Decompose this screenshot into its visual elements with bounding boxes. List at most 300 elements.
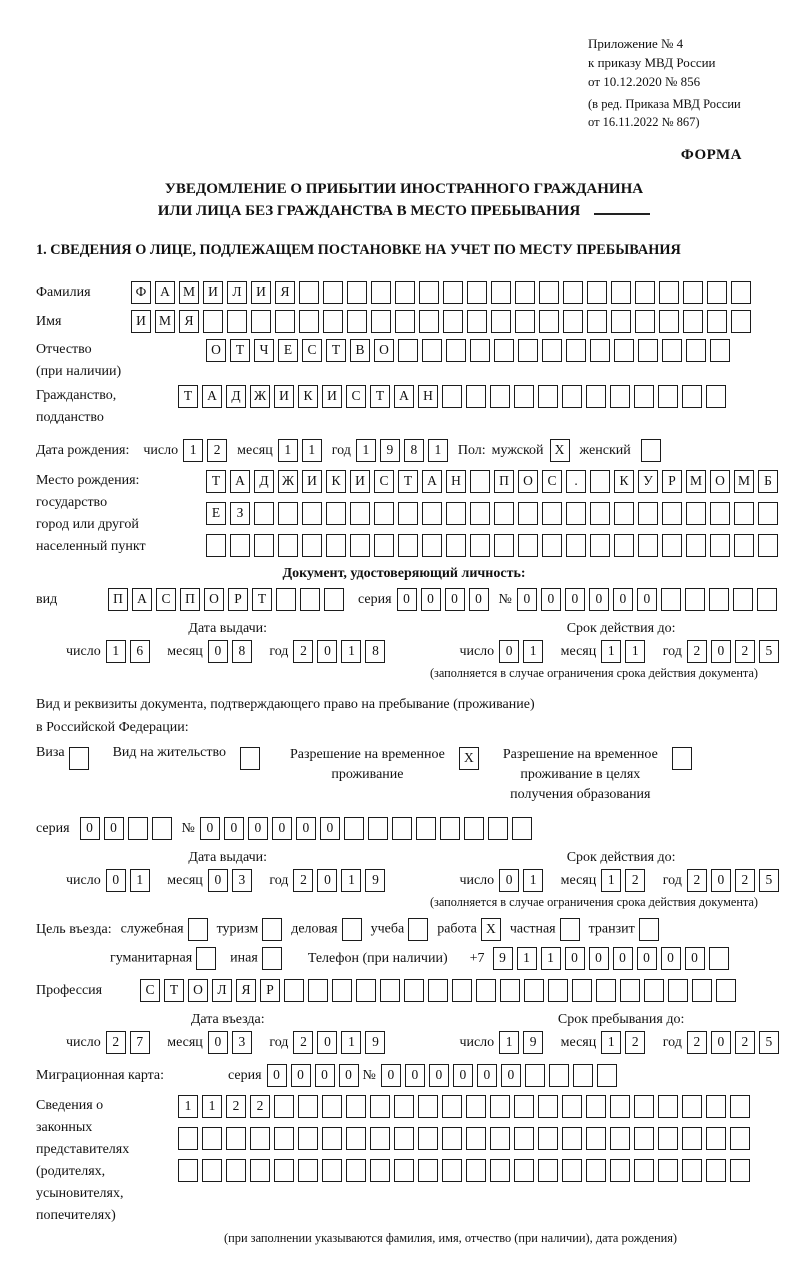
amendment-line1: (в ред. Приказа МВД России	[588, 97, 741, 111]
patronymic-row	[36, 339, 772, 383]
char-cell: 0	[248, 817, 268, 840]
char-cell	[566, 534, 586, 557]
char-cell	[494, 339, 514, 362]
birth-month-cells	[278, 439, 326, 462]
doc-dates-pair	[36, 621, 772, 663]
char-cell	[467, 281, 487, 304]
char-cell	[443, 281, 463, 304]
char-cell	[692, 979, 712, 1002]
permit-valid-group	[459, 850, 782, 892]
char-cell	[491, 281, 511, 304]
char-cell	[614, 502, 634, 525]
char-cell	[518, 339, 538, 362]
char-cell	[515, 281, 535, 304]
char-cell	[538, 1127, 558, 1150]
char-cell	[758, 534, 778, 557]
doc-valid-year-cells	[687, 644, 783, 659]
char-cell	[464, 817, 484, 840]
char-cell	[370, 1095, 390, 1118]
char-cell: 0	[637, 947, 657, 970]
entry-date-fields: число 2 7 месяц 0 3 год 2 0 1 9	[66, 1031, 389, 1054]
char-cell	[659, 310, 679, 333]
char-cell: 0	[296, 817, 316, 840]
char-cell	[442, 1095, 462, 1118]
profession-cells	[140, 979, 740, 1002]
char-cell: 0	[421, 588, 441, 611]
char-cell	[659, 281, 679, 304]
char-cell: 0	[613, 588, 633, 611]
char-cell	[152, 817, 172, 840]
char-cell	[562, 1095, 582, 1118]
char-cell	[539, 310, 559, 333]
char-cell	[299, 310, 319, 333]
char-cell	[686, 502, 706, 525]
char-cell	[442, 1159, 462, 1182]
char-cell	[419, 281, 439, 304]
stay-until-heading: Срок пребывания до:	[557, 1012, 685, 1027]
char-cell: 0	[267, 1064, 287, 1087]
char-cell	[707, 310, 727, 333]
birth-year-cells	[356, 439, 452, 462]
permit-series-cells	[80, 817, 176, 840]
char-cell	[467, 310, 487, 333]
permit-issue-heading: Дата выдачи:	[188, 850, 268, 865]
char-cell	[491, 310, 511, 333]
char-cell	[638, 339, 658, 362]
sex-female-label: женский	[579, 442, 631, 458]
char-cell: С	[374, 470, 394, 493]
birth-day-cells	[183, 439, 231, 462]
char-cell: 1	[356, 439, 376, 462]
char-cell	[614, 534, 634, 557]
purpose-official-checkbox	[184, 922, 208, 937]
char-cell: М	[155, 310, 175, 333]
char-cell: 6	[130, 640, 150, 663]
char-cell: У	[638, 470, 658, 493]
char-cell: 2	[293, 869, 313, 892]
char-cell: 0	[317, 1031, 337, 1054]
char-cell	[323, 281, 343, 304]
char-cell	[178, 1159, 198, 1182]
char-cell	[524, 979, 544, 1002]
doc-issue-month-cells	[208, 644, 256, 659]
char-cell: Т	[398, 470, 418, 493]
char-cell	[494, 534, 514, 557]
char-cell	[610, 1095, 630, 1118]
char-cell	[395, 310, 415, 333]
char-cell: Д	[226, 385, 246, 408]
doc-issue-group	[66, 621, 389, 663]
purpose-tourism: туризм	[217, 918, 283, 941]
permit-valid-year-cells	[687, 873, 783, 888]
blank-underline	[594, 201, 650, 215]
stay-until-fields: число 1 9 месяц 1 2 год 2 0 2 5	[459, 1031, 782, 1054]
char-cell	[562, 385, 582, 408]
identity-doc-heading: Документ, удостоверяющий личность:	[282, 566, 526, 581]
char-cell: И	[274, 385, 294, 408]
char-cell: 8	[365, 640, 385, 663]
patronymic-cells	[206, 339, 734, 362]
visa-label: Виза	[36, 745, 65, 760]
char-cell	[709, 588, 729, 611]
char-cell	[398, 534, 418, 557]
form-title-line1: УВЕДОМЛЕНИЕ О ПРИБЫТИИ ИНОСТРАННОГО ГРАЖДАНИНА	[164, 181, 644, 197]
char-cell	[188, 918, 208, 941]
char-cell: 1	[601, 869, 621, 892]
name-row	[36, 310, 772, 333]
char-cell: 0	[445, 588, 465, 611]
char-cell	[440, 817, 460, 840]
char-cell: 0	[320, 817, 340, 840]
char-cell: И	[322, 385, 342, 408]
purpose-other-checkbox	[258, 951, 282, 966]
char-cell: 1	[601, 1031, 621, 1054]
doc-valid-day-cells	[499, 644, 547, 659]
char-cell	[419, 310, 439, 333]
citizenship-label: Гражданство, подданство	[36, 388, 117, 425]
char-cell	[240, 747, 260, 770]
char-cell	[614, 339, 634, 362]
char-cell: К	[326, 470, 346, 493]
char-cell	[274, 1095, 294, 1118]
char-cell: 0	[517, 588, 537, 611]
profession-row	[36, 979, 772, 1002]
profession-label: Профессия	[36, 982, 103, 998]
char-cell: 0	[208, 640, 228, 663]
char-cell	[566, 339, 586, 362]
mig-number-label: №	[362, 1067, 376, 1083]
entry-year-cells	[293, 1035, 389, 1050]
stay-day-cells	[499, 1035, 547, 1050]
char-cell	[202, 1127, 222, 1150]
char-cell: 1	[625, 640, 645, 663]
char-cell	[322, 1127, 342, 1150]
char-cell	[323, 310, 343, 333]
guardians-row1-cells	[178, 1095, 754, 1118]
char-cell: А	[202, 385, 222, 408]
char-cell	[322, 1159, 342, 1182]
char-cell	[590, 502, 610, 525]
char-cell	[416, 817, 436, 840]
char-cell	[203, 310, 223, 333]
char-cell	[490, 385, 510, 408]
char-cell: 0	[208, 1031, 228, 1054]
char-cell	[346, 1095, 366, 1118]
appendix-line: Приложение № 4	[588, 36, 684, 51]
char-cell	[590, 470, 610, 493]
char-cell	[490, 1127, 510, 1150]
char-cell: В	[350, 339, 370, 362]
char-cell	[398, 339, 418, 362]
char-cell: 0	[685, 947, 705, 970]
char-cell: 0	[565, 588, 585, 611]
char-cell: О	[710, 470, 730, 493]
mig-series-label: серия	[228, 1067, 262, 1083]
visa-checkbox	[69, 747, 93, 770]
char-cell	[563, 281, 583, 304]
char-cell: 0	[291, 1064, 311, 1087]
char-cell	[710, 502, 730, 525]
char-cell	[661, 588, 681, 611]
char-cell	[452, 979, 472, 1002]
char-cell: С	[140, 979, 160, 1002]
name-cells	[131, 310, 755, 333]
birthplace-label: Место рождения: государство город или другой населенный пункт	[36, 473, 146, 554]
char-cell: 0	[272, 817, 292, 840]
char-cell: 5	[759, 640, 779, 663]
identity-doc-row	[36, 588, 772, 611]
char-cell: Ф	[131, 281, 151, 304]
char-cell: Н	[446, 470, 466, 493]
char-cell	[706, 1095, 726, 1118]
char-cell	[610, 1159, 630, 1182]
birthplace-row1-cells	[206, 470, 782, 493]
form-label: ФОРМА	[680, 147, 742, 163]
char-cell: 1	[278, 439, 298, 462]
year-label: год	[331, 442, 351, 458]
char-cell	[370, 1127, 390, 1150]
permit-issue-group	[66, 850, 389, 892]
char-cell: И	[251, 281, 271, 304]
char-cell: С	[346, 385, 366, 408]
char-cell	[758, 502, 778, 525]
char-cell: 1	[130, 869, 150, 892]
char-cell	[490, 1159, 510, 1182]
char-cell	[709, 947, 729, 970]
char-cell: 1	[341, 869, 361, 892]
char-cell: 2	[735, 640, 755, 663]
char-cell: С	[302, 339, 322, 362]
char-cell: 0	[565, 947, 585, 970]
entry-dates-pair	[36, 1012, 772, 1054]
char-cell: Р	[228, 588, 248, 611]
guardians-row2-cells	[178, 1127, 754, 1150]
char-cell: 2	[735, 1031, 755, 1054]
char-cell: Ч	[254, 339, 274, 362]
char-cell: 2	[106, 1031, 126, 1054]
migration-card-row	[36, 1064, 772, 1087]
char-cell	[586, 1095, 606, 1118]
char-cell: 0	[453, 1064, 473, 1087]
char-cell: 2	[293, 1031, 313, 1054]
char-cell: 1	[302, 439, 322, 462]
char-cell	[596, 979, 616, 1002]
surname-cells	[131, 281, 755, 304]
char-cell	[682, 1127, 702, 1150]
char-cell: 2	[250, 1095, 270, 1118]
char-cell	[69, 747, 89, 770]
char-cell	[512, 817, 532, 840]
char-cell: 1	[517, 947, 537, 970]
char-cell: 0	[381, 1064, 401, 1087]
char-cell	[634, 1159, 654, 1182]
char-cell: 1	[178, 1095, 198, 1118]
char-cell	[549, 1064, 569, 1087]
char-cell	[610, 1127, 630, 1150]
char-cell	[682, 1095, 702, 1118]
char-cell	[442, 385, 462, 408]
amendment-line2: от 16.11.2022 № 867)	[588, 115, 700, 129]
char-cell	[278, 502, 298, 525]
mig-number-cells	[381, 1064, 621, 1087]
purpose-work: работа X	[437, 918, 501, 941]
permit-issue-month-cells	[208, 873, 256, 888]
purpose-study: учеба	[371, 918, 429, 941]
char-cell	[418, 1095, 438, 1118]
doc-type-label: вид	[36, 591, 58, 607]
char-cell	[563, 310, 583, 333]
char-cell: Я	[236, 979, 256, 1002]
citizenship-cells	[178, 385, 730, 408]
char-cell	[370, 1159, 390, 1182]
char-cell: X	[459, 747, 479, 770]
char-cell: 0	[589, 588, 609, 611]
char-cell: Т	[230, 339, 250, 362]
char-cell	[466, 1095, 486, 1118]
char-cell	[422, 339, 442, 362]
permit-number-label: №	[181, 820, 195, 836]
char-cell	[730, 1095, 750, 1118]
char-cell	[539, 281, 559, 304]
char-cell	[587, 310, 607, 333]
char-cell: 1	[601, 640, 621, 663]
char-cell: 5	[759, 1031, 779, 1054]
permit-issue-fields: число 0 1 месяц 0 3 год 2 0 1 9	[66, 869, 389, 892]
char-cell	[324, 588, 344, 611]
birthdate-label: Дата рождения:	[36, 442, 130, 458]
char-cell	[586, 1127, 606, 1150]
char-cell	[274, 1159, 294, 1182]
char-cell	[662, 534, 682, 557]
permit-series-label: серия	[36, 820, 70, 836]
char-cell	[683, 281, 703, 304]
char-cell	[395, 281, 415, 304]
month-label: месяц	[237, 442, 273, 458]
purpose-business-checkbox	[338, 922, 362, 937]
char-cell	[227, 310, 247, 333]
citizenship-row	[36, 385, 772, 429]
char-cell	[686, 534, 706, 557]
char-cell	[326, 534, 346, 557]
char-cell	[490, 1095, 510, 1118]
char-cell	[470, 339, 490, 362]
doc-issue-day-cells	[106, 644, 154, 659]
char-cell: Е	[206, 502, 226, 525]
guardians-block	[36, 1095, 772, 1227]
char-cell: Р	[260, 979, 280, 1002]
char-cell	[284, 979, 304, 1002]
char-cell	[620, 979, 640, 1002]
char-cell	[404, 979, 424, 1002]
char-cell	[442, 1127, 462, 1150]
char-cell: А	[230, 470, 250, 493]
char-cell	[638, 502, 658, 525]
char-cell: 0	[397, 588, 417, 611]
char-cell	[347, 310, 367, 333]
order-line: к приказу МВД России	[588, 55, 716, 70]
day-label: число	[143, 442, 179, 458]
char-cell: .	[566, 470, 586, 493]
char-cell: А	[155, 281, 175, 304]
char-cell	[371, 281, 391, 304]
char-cell	[586, 1159, 606, 1182]
char-cell	[586, 385, 606, 408]
char-cell	[682, 1159, 702, 1182]
purpose-official: служебная	[121, 918, 208, 941]
char-cell	[587, 281, 607, 304]
permit-issue-day-cells	[106, 873, 154, 888]
char-cell	[196, 947, 216, 970]
char-cell: 2	[207, 439, 227, 462]
purpose-transit-checkbox	[635, 922, 659, 937]
char-cell: 8	[404, 439, 424, 462]
char-cell	[494, 502, 514, 525]
char-cell	[342, 918, 362, 941]
purpose-tourism-checkbox	[258, 922, 282, 937]
char-cell: 2	[625, 1031, 645, 1054]
char-cell	[682, 385, 702, 408]
char-cell: К	[298, 385, 318, 408]
doc-issue-year-cells	[293, 644, 389, 659]
char-cell: Я	[179, 310, 199, 333]
char-cell	[683, 310, 703, 333]
char-cell: 9	[493, 947, 513, 970]
char-cell	[562, 1127, 582, 1150]
char-cell	[639, 918, 659, 941]
char-cell	[446, 339, 466, 362]
char-cell: 0	[224, 817, 244, 840]
form-title-line2: ИЛИ ЛИЦА БЕЗ ГРАЖДАНСТВА В МЕСТО ПРЕБЫВАНИЯ	[36, 200, 772, 222]
name-label: Имя	[36, 313, 62, 329]
residence-permit-label: Вид на жительство	[112, 745, 226, 760]
doc-series-label: серия	[358, 591, 392, 607]
order-requisites	[588, 34, 772, 91]
char-cell: 2	[735, 869, 755, 892]
char-cell: 3	[232, 869, 252, 892]
char-cell	[560, 918, 580, 941]
char-cell: Т	[164, 979, 184, 1002]
permit-dates-pair	[36, 850, 772, 892]
char-cell	[562, 1159, 582, 1182]
rvp-checkbox	[459, 747, 483, 770]
char-cell	[514, 1095, 534, 1118]
sex-male-checkbox	[550, 439, 574, 462]
char-cell: И	[131, 310, 151, 333]
char-cell: 0	[429, 1064, 449, 1087]
char-cell: Ж	[278, 470, 298, 493]
doc-number-label: №	[498, 591, 512, 607]
entry-date-heading: Дата въезда:	[190, 1012, 265, 1027]
patronymic-label: Отчество (при наличии)	[36, 342, 122, 379]
char-cell: С	[156, 588, 176, 611]
char-cell	[734, 502, 754, 525]
form-title	[36, 178, 772, 222]
birthplace-row2-cells	[206, 502, 782, 525]
char-cell	[206, 534, 226, 557]
permit-issue-year-cells	[293, 873, 389, 888]
char-cell: 3	[232, 1031, 252, 1054]
char-cell: 0	[637, 588, 657, 611]
char-cell	[350, 502, 370, 525]
guardians-note: (при заполнении указываются фамилия, имя, отчество (при наличии), дата рождения)	[224, 1231, 678, 1245]
char-cell	[299, 281, 319, 304]
char-cell	[662, 339, 682, 362]
char-cell	[202, 1159, 222, 1182]
char-cell	[686, 339, 706, 362]
char-cell: 2	[625, 869, 645, 892]
char-cell	[638, 534, 658, 557]
char-cell	[254, 502, 274, 525]
